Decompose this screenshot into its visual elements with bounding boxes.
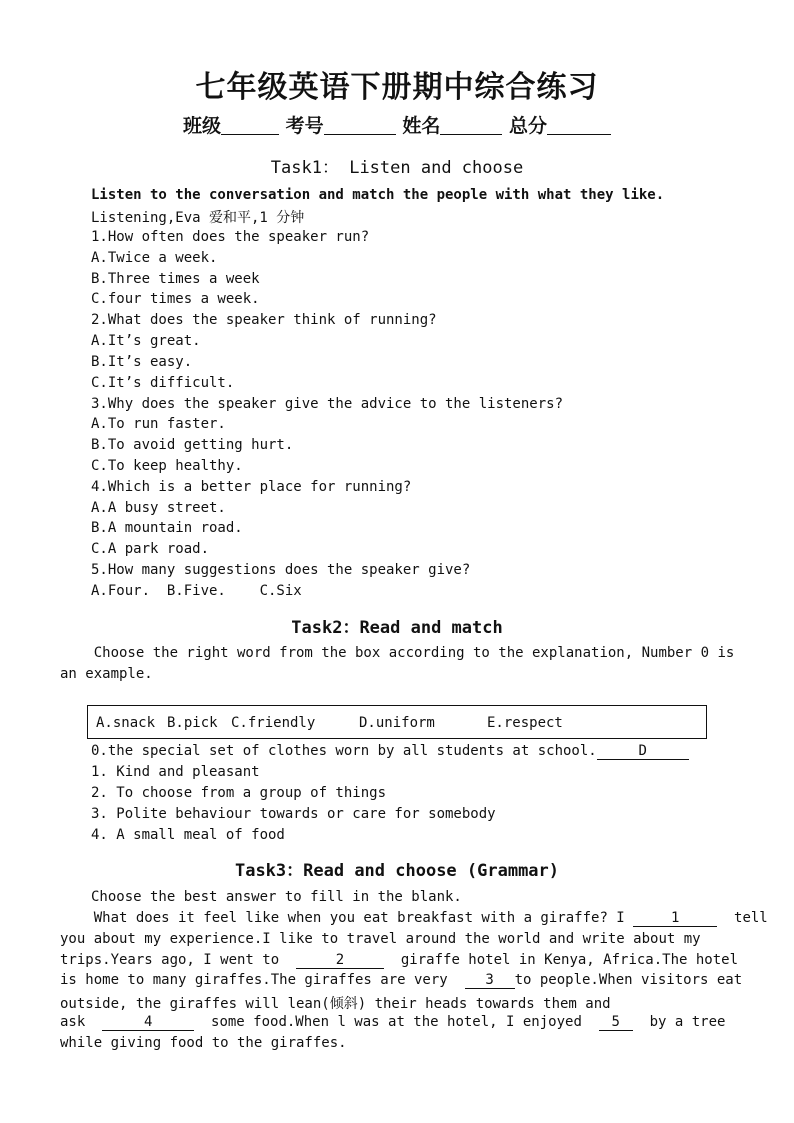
option-line: C.It’s difficult. (91, 375, 235, 391)
option-line: B.A mountain road. (91, 520, 243, 536)
word-option: B.pick (167, 715, 218, 731)
passage-text: to people.When visitors eat (514, 972, 743, 989)
blank-4: 4 (102, 1014, 194, 1031)
exam-number-blank (324, 116, 396, 135)
option-line: C.To keep healthy. (91, 458, 243, 474)
name-label: 姓名 (402, 115, 441, 137)
task3-instruction: Choose the best answer to fill in the blank. (91, 889, 462, 905)
passage-text: What does it feel like when you eat breakfast with a giraffe? I (60, 910, 634, 926)
word-option: D.uniform (359, 715, 435, 731)
match-item: 2. To choose from a group of things (91, 785, 387, 801)
reading-passage (60, 910, 768, 1056)
word-box (87, 705, 707, 739)
task3-heading: Task3：Read and choose (Grammar) (234, 861, 560, 881)
option-line: C.A park road. (91, 541, 210, 557)
option-line: B.To avoid getting hurt. (91, 437, 294, 453)
blank-1: 1 (633, 910, 717, 927)
passage-line: outside, the giraffes will lean(倾斜) their heads towards them and (60, 996, 611, 1013)
total-score-blank (547, 116, 611, 135)
question-line: 5.How many suggestions does the speaker give? (91, 562, 471, 578)
passage-line: you about my experience.I like to travel around the world and write about my (60, 930, 701, 947)
option-line: A.It’s great. (91, 333, 201, 349)
passage-line: while giving food to the giraffes. (60, 1034, 347, 1051)
passage-text: trips.Years ago, I went to (60, 951, 297, 968)
task2-instruction-line: Choose the right word from the box according to the explanation, Number 0 is (60, 645, 735, 661)
passage-text: giraffe hotel in Kenya, Africa.The hotel (384, 951, 739, 968)
option-line: A.Four. B.Five. C.Six (91, 583, 302, 599)
listening-note: Listening,Eva 爱和平,1 分钟 (91, 210, 305, 226)
exam-number-label: 考号 (285, 115, 324, 137)
task1-instruction: Listen to the conversation and match the people with what they like. (91, 187, 665, 203)
question-line: 2.What does the speaker think of running? (91, 312, 437, 328)
word-option: C.friendly (231, 715, 316, 731)
option-line: A.Twice a week. (91, 250, 218, 266)
passage-text: ask (60, 1013, 103, 1030)
example-text: 0.the special set of clothes worn by all students at school. (91, 743, 597, 759)
option-line: A.To run faster. (91, 416, 226, 432)
option-line: B.It’s easy. (91, 354, 193, 370)
class-label: 班级 (183, 115, 222, 137)
passage-text: some food.When l was at the hotel, I enjoyed (194, 1013, 599, 1030)
option-line: C.four times a week. (91, 291, 260, 307)
passage-line (60, 951, 739, 973)
passage-line (60, 972, 743, 993)
question-line: 1.How often does the speaker run? (91, 229, 370, 245)
example-answer-blank: D (597, 743, 689, 760)
blank-3: 3 (465, 972, 515, 989)
total-score-label: 总分 (508, 115, 547, 137)
task2-instruction-line: an example. (60, 665, 153, 682)
word-option: A.snack (96, 715, 156, 731)
task1-heading: Task1： Listen and choose (270, 158, 524, 178)
option-line: A.A busy street. (91, 500, 226, 516)
class-blank (221, 116, 279, 135)
option-line: B.Three times a week (91, 271, 260, 287)
passage-text: by a tree (632, 1013, 726, 1030)
passage-line (60, 910, 768, 931)
passage-line (60, 1014, 736, 1035)
name-blank (440, 116, 502, 135)
question-line: 4.Which is a better place for running? (91, 479, 412, 495)
header-fields (0, 111, 794, 138)
page-title: 七年级英语下册期中综合练习 (195, 70, 599, 105)
passage-text: is home to many giraffes.The giraffes are very (60, 972, 465, 989)
task2-instruction (60, 645, 736, 687)
passage-text: tell (717, 910, 768, 926)
match-item: 4. A small meal of food (91, 827, 285, 843)
question-line: 3.Why does the speaker give the advice to the listeners? (91, 396, 564, 412)
word-option: E.respect (487, 715, 563, 731)
task2-heading: Task2：Read and match (291, 618, 503, 638)
match-item: 3. Polite behaviour towards or care for somebody (91, 806, 496, 822)
blank-2: 2 (296, 952, 384, 969)
blank-5: 5 (599, 1014, 633, 1031)
example-item (91, 743, 689, 760)
match-item: 1. Kind and pleasant (91, 764, 260, 780)
